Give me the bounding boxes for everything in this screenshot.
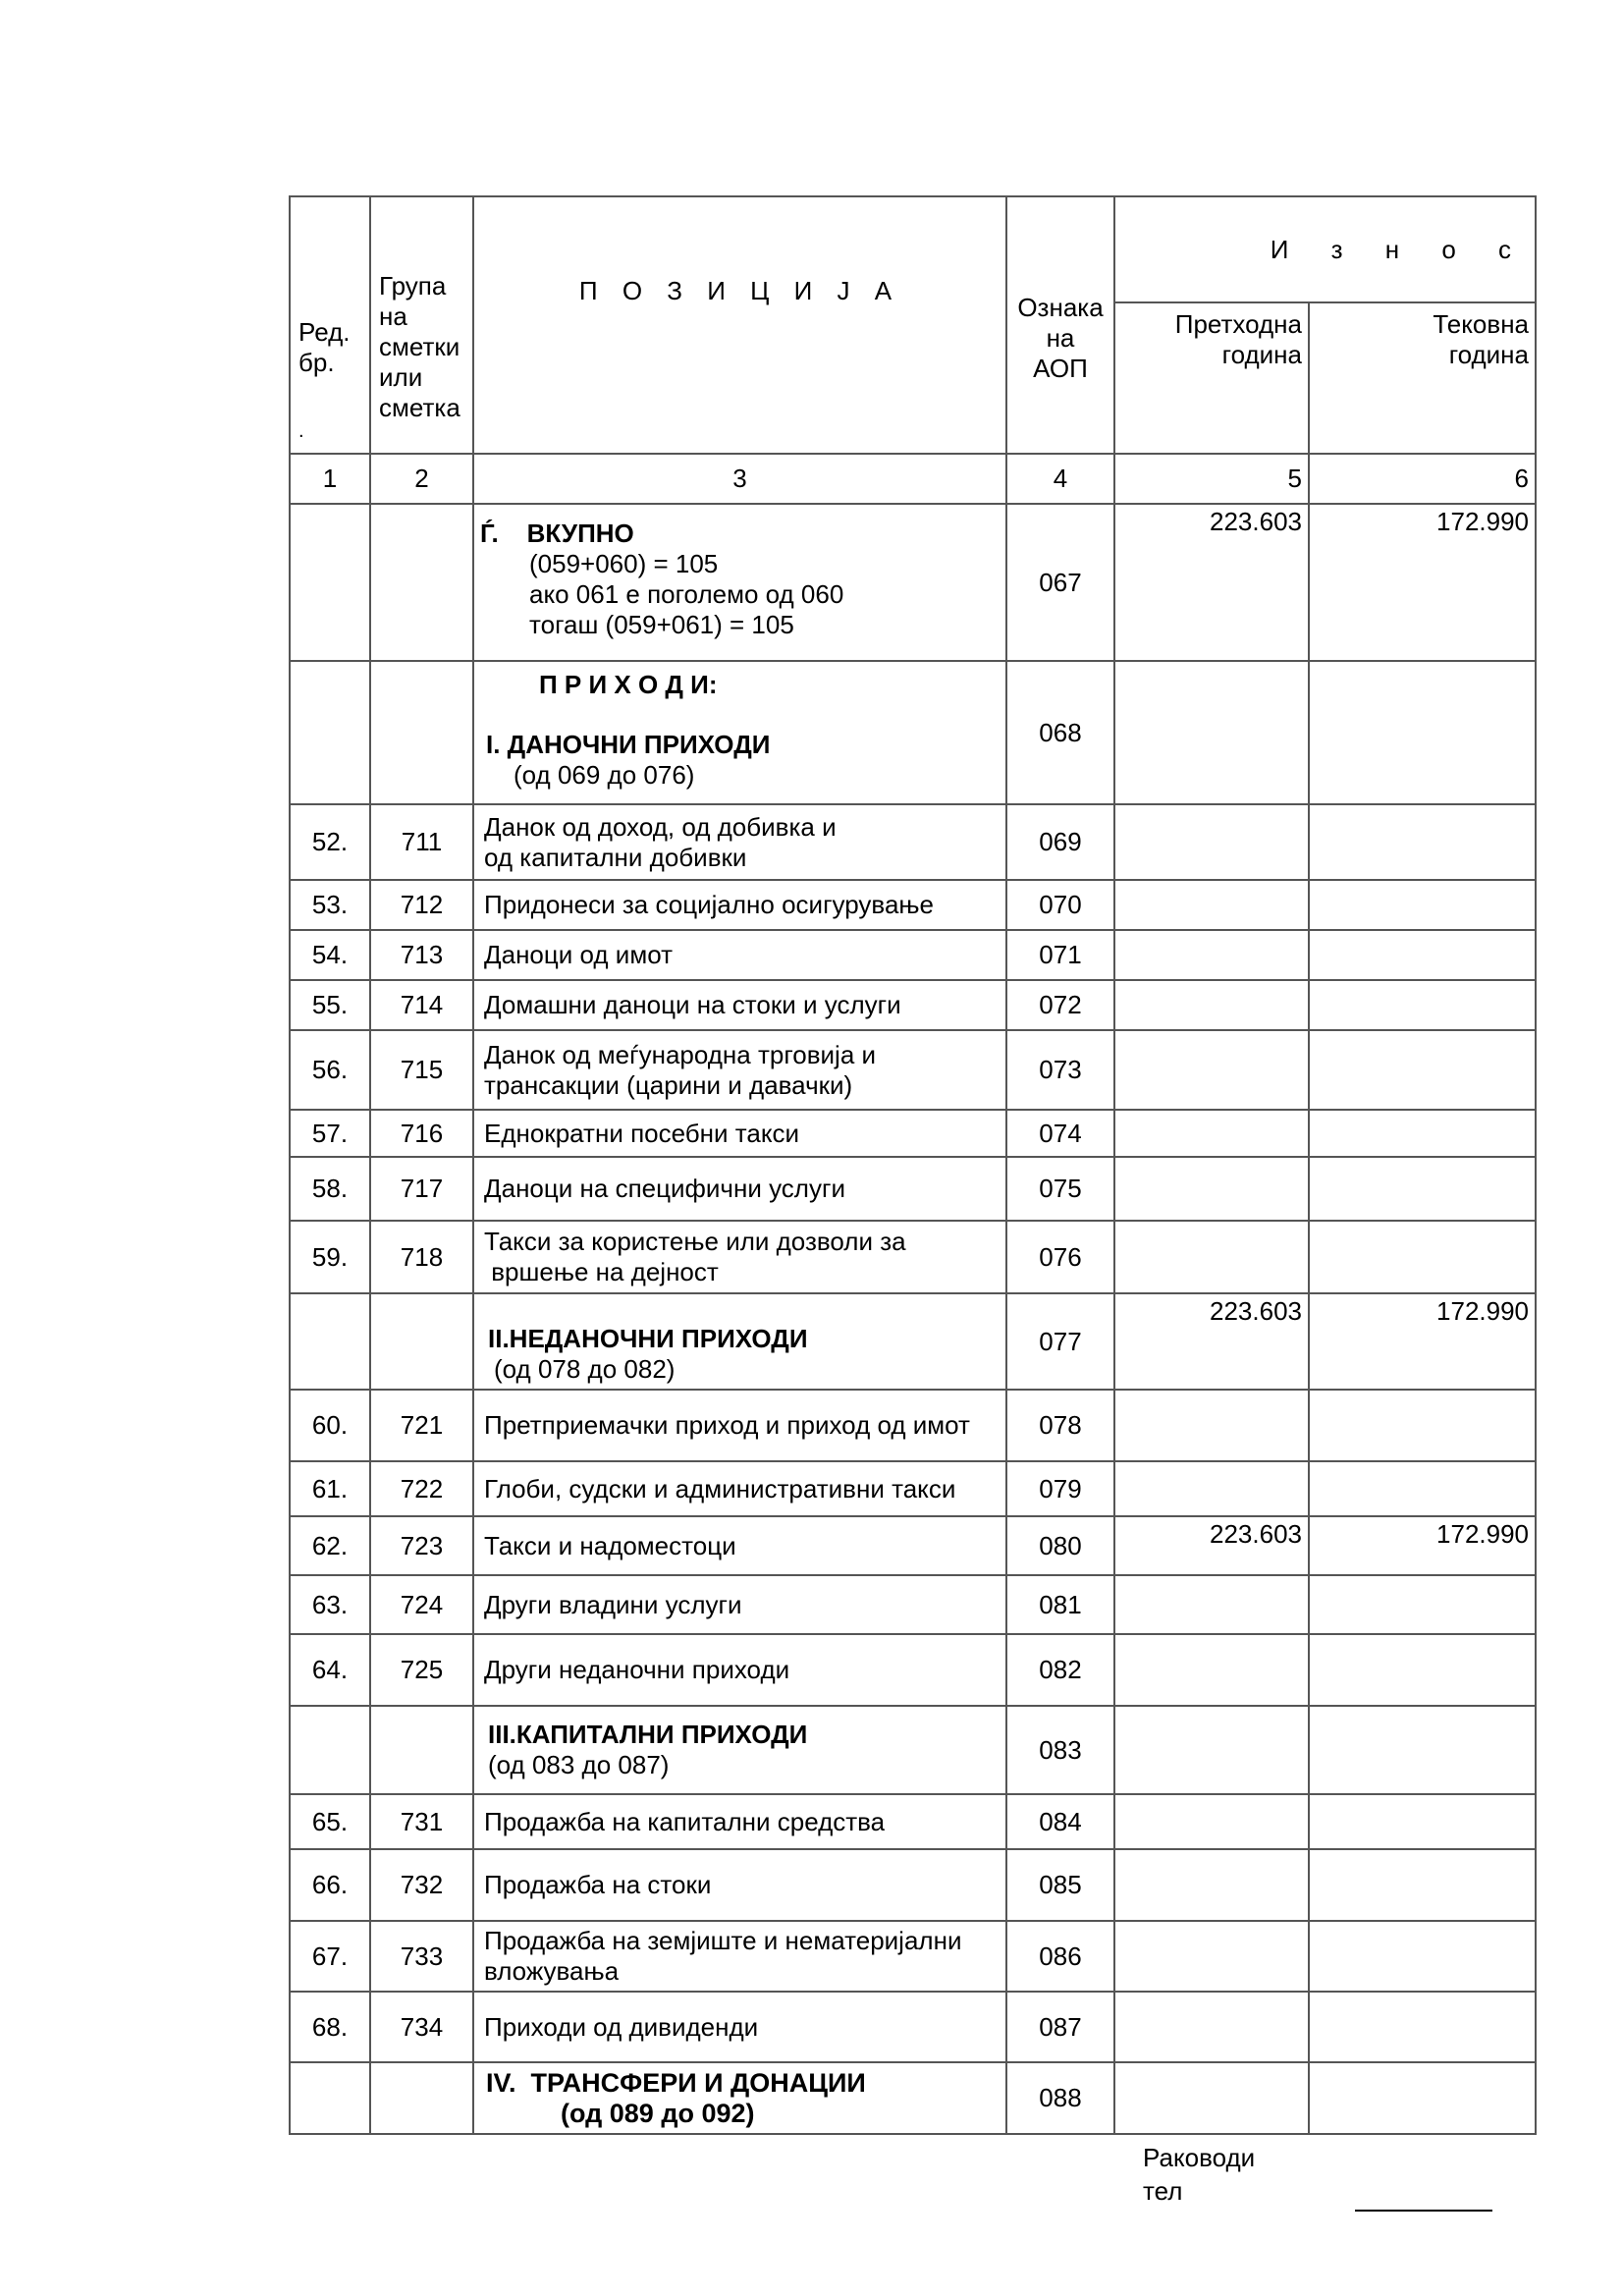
nedanocni-aop: 077 bbox=[1006, 1293, 1114, 1390]
prihodi-row bbox=[290, 661, 1536, 804]
row-grp: 723 bbox=[370, 1516, 473, 1575]
row-grp: 724 bbox=[370, 1575, 473, 1634]
row-rb: 68. bbox=[290, 1992, 370, 2062]
empty-cell bbox=[290, 661, 370, 804]
table-row bbox=[290, 1110, 1536, 1157]
row-pos: Такси и надоместоци bbox=[473, 1516, 1006, 1575]
col-number: 1 bbox=[290, 454, 370, 504]
row-grp: 721 bbox=[370, 1390, 473, 1461]
row-grp: 711 bbox=[370, 804, 473, 880]
header-pozicija: П О З И Ц И Ј А bbox=[473, 196, 1006, 454]
empty-cell bbox=[290, 1706, 370, 1794]
row-aop: 087 bbox=[1006, 1992, 1114, 2062]
row-grp: 725 bbox=[370, 1634, 473, 1706]
row-rb: 62. bbox=[290, 1516, 370, 1575]
row-prev bbox=[1114, 1221, 1309, 1293]
row-prev bbox=[1114, 1110, 1309, 1157]
total-prev: 223.603 bbox=[1114, 504, 1309, 661]
row-curr: 172.990 bbox=[1309, 1516, 1536, 1575]
row-aop: 079 bbox=[1006, 1461, 1114, 1516]
total-line1: (059+060) = 105 bbox=[529, 549, 719, 578]
kapitalni-range: (од 083 до 087) bbox=[488, 1750, 670, 1779]
col-number: 3 bbox=[473, 454, 1006, 504]
row-rb: 60. bbox=[290, 1390, 370, 1461]
table-row bbox=[290, 804, 1536, 880]
row-pos-line: Продажба на земјиште и нематеријални bbox=[484, 1926, 962, 1955]
row-prev bbox=[1114, 1921, 1309, 1992]
row-grp: 716 bbox=[370, 1110, 473, 1157]
row-rb: 63. bbox=[290, 1575, 370, 1634]
row-pos: Продажба на капитални средства bbox=[473, 1794, 1006, 1849]
row-curr bbox=[1309, 1794, 1536, 1849]
nedanocni-prev: 223.603 bbox=[1114, 1293, 1309, 1390]
total-label: Ѓ. ВКУПНО bbox=[480, 519, 634, 548]
total-position bbox=[473, 504, 1006, 661]
row-aop: 085 bbox=[1006, 1849, 1114, 1921]
row-aop: 073 bbox=[1006, 1030, 1114, 1110]
total-curr: 172.990 bbox=[1309, 504, 1536, 661]
row-prev bbox=[1114, 980, 1309, 1030]
row-prev bbox=[1114, 1849, 1309, 1921]
row-prev bbox=[1114, 1634, 1309, 1706]
row-rb: 55. bbox=[290, 980, 370, 1030]
row-grp: 717 bbox=[370, 1157, 473, 1221]
row-aop: 070 bbox=[1006, 880, 1114, 930]
row-aop: 081 bbox=[1006, 1575, 1114, 1634]
row-rb: 52. bbox=[290, 804, 370, 880]
header-aop-text: Ознака на АОП bbox=[1017, 293, 1104, 383]
row-grp: 722 bbox=[370, 1461, 473, 1516]
row-pos bbox=[473, 1030, 1006, 1110]
kapitalni-section: III.КАПИТАЛНИ ПРИХОДИ bbox=[488, 1720, 808, 1749]
row-aop: 076 bbox=[1006, 1221, 1114, 1293]
table-row bbox=[290, 1030, 1536, 1110]
prihodi-aop: 068 bbox=[1006, 661, 1114, 804]
row-curr bbox=[1309, 804, 1536, 880]
nedanocni-range: (од 078 до 082) bbox=[494, 1354, 676, 1384]
danocni-range: (од 069 до 076) bbox=[514, 760, 695, 790]
row-prev bbox=[1114, 880, 1309, 930]
row-prev bbox=[1114, 1030, 1309, 1110]
row-pos-line2: вложувања bbox=[484, 1956, 620, 1986]
total-line2: ако 061 е поголемо од 060 bbox=[529, 579, 844, 609]
table-row bbox=[290, 880, 1536, 930]
row-prev bbox=[1114, 930, 1309, 980]
table-row bbox=[290, 1390, 1536, 1461]
header-iznos: И з н о с bbox=[1114, 196, 1536, 302]
table-row bbox=[290, 1157, 1536, 1221]
row-prev: 223.603 bbox=[1114, 1516, 1309, 1575]
table-row bbox=[290, 1849, 1536, 1921]
row-prev bbox=[1114, 1390, 1309, 1461]
row-pos: Еднократни посебни такси bbox=[473, 1110, 1006, 1157]
row-pos-line2: од капитални добивки bbox=[484, 842, 747, 872]
empty-cell bbox=[1309, 2062, 1536, 2134]
row-curr bbox=[1309, 1110, 1536, 1157]
row-grp: 734 bbox=[370, 1992, 473, 2062]
row-curr bbox=[1309, 1575, 1536, 1634]
header-aop bbox=[1006, 196, 1114, 454]
row-rb: 54. bbox=[290, 930, 370, 980]
row-pos bbox=[473, 1221, 1006, 1293]
empty-cell bbox=[1114, 1706, 1309, 1794]
empty-cell bbox=[290, 1293, 370, 1390]
table-row bbox=[290, 980, 1536, 1030]
row-prev bbox=[1114, 804, 1309, 880]
row-prev bbox=[1114, 1461, 1309, 1516]
header-red-dot: . bbox=[298, 420, 304, 442]
row-pos: Други неданочни приходи bbox=[473, 1634, 1006, 1706]
row-pos-line: Такси за користење или дозволи за bbox=[484, 1227, 906, 1256]
header-red-br bbox=[290, 196, 370, 454]
header-red-br-text: Ред. бр. bbox=[298, 316, 351, 377]
row-pos: Продажба на стоки bbox=[473, 1849, 1006, 1921]
row-curr bbox=[1309, 1030, 1536, 1110]
empty-cell bbox=[370, 1293, 473, 1390]
row-rb: 66. bbox=[290, 1849, 370, 1921]
table-row bbox=[290, 1794, 1536, 1849]
total-row bbox=[290, 504, 1536, 661]
row-aop: 080 bbox=[1006, 1516, 1114, 1575]
row-grp: 713 bbox=[370, 930, 473, 980]
col-number: 6 bbox=[1309, 454, 1536, 504]
row-pos-line2: вршење на дејност bbox=[484, 1257, 719, 1286]
table-row bbox=[290, 1634, 1536, 1706]
row-grp: 733 bbox=[370, 1921, 473, 1992]
table-row bbox=[290, 930, 1536, 980]
row-pos: Приходи од дивиденди bbox=[473, 1992, 1006, 2062]
table-row bbox=[290, 1921, 1536, 1992]
row-pos: Даноци на специфични услуги bbox=[473, 1157, 1006, 1221]
empty-cell bbox=[1114, 661, 1309, 804]
row-curr bbox=[1309, 980, 1536, 1030]
col-number: 4 bbox=[1006, 454, 1114, 504]
table-row bbox=[290, 1516, 1536, 1575]
row-rb: 53. bbox=[290, 880, 370, 930]
row-pos-line: Данок од доход, од добивка и bbox=[484, 811, 837, 842]
empty-cell bbox=[370, 2062, 473, 2134]
transferi-position bbox=[473, 2062, 1006, 2134]
row-grp: 718 bbox=[370, 1221, 473, 1293]
prihodi-position bbox=[473, 661, 1006, 804]
header-grupa-text: Група на сметки или сметка bbox=[379, 271, 460, 422]
empty-cell bbox=[370, 504, 473, 661]
nedanocni-curr: 172.990 bbox=[1309, 1293, 1536, 1390]
row-rb: 67. bbox=[290, 1921, 370, 1992]
row-rb: 58. bbox=[290, 1157, 370, 1221]
row-grp: 732 bbox=[370, 1849, 473, 1921]
header-grupa bbox=[370, 196, 473, 454]
table-row bbox=[290, 1461, 1536, 1516]
row-aop: 071 bbox=[1006, 930, 1114, 980]
empty-cell bbox=[370, 1706, 473, 1794]
nedanocni-row bbox=[290, 1293, 1536, 1390]
row-aop: 072 bbox=[1006, 980, 1114, 1030]
row-aop: 084 bbox=[1006, 1794, 1114, 1849]
col-number: 2 bbox=[370, 454, 473, 504]
empty-cell bbox=[370, 661, 473, 804]
income-table bbox=[289, 195, 1537, 2135]
row-rb: 57. bbox=[290, 1110, 370, 1157]
row-pos bbox=[473, 804, 1006, 880]
row-grp: 731 bbox=[370, 1794, 473, 1849]
row-aop: 075 bbox=[1006, 1157, 1114, 1221]
row-rb: 61. bbox=[290, 1461, 370, 1516]
row-pos: Претприемачки приход и приход од имот bbox=[473, 1390, 1006, 1461]
row-aop: 074 bbox=[1006, 1110, 1114, 1157]
row-aop: 082 bbox=[1006, 1634, 1114, 1706]
kapitalni-row bbox=[290, 1706, 1536, 1794]
row-grp: 712 bbox=[370, 880, 473, 930]
row-grp: 715 bbox=[370, 1030, 473, 1110]
header-tekovna-text: Тековна година bbox=[1433, 309, 1530, 369]
table-row bbox=[290, 1221, 1536, 1293]
danocni-section: I. ДАНОЧНИ ПРИХОДИ bbox=[486, 730, 771, 759]
prihodi-title: П Р И Х О Д И: bbox=[539, 670, 718, 699]
kapitalni-aop: 083 bbox=[1006, 1706, 1114, 1794]
signature-label-line2: тел bbox=[1143, 2176, 1183, 2206]
signature-label-line1: Раководи bbox=[1143, 2143, 1256, 2172]
header-prethodna-text: Претходна година bbox=[1174, 309, 1302, 369]
total-aop: 067 bbox=[1006, 504, 1114, 661]
header-tekovna bbox=[1309, 302, 1536, 454]
empty-cell bbox=[1309, 661, 1536, 804]
nedanocni-position bbox=[473, 1293, 1006, 1390]
signature-block bbox=[1143, 2141, 1255, 2208]
column-number-row bbox=[290, 454, 1536, 504]
row-pos-line2: трансакции (царини и давачки) bbox=[484, 1069, 853, 1100]
row-curr bbox=[1309, 1849, 1536, 1921]
row-aop: 078 bbox=[1006, 1390, 1114, 1461]
empty-cell bbox=[290, 2062, 370, 2134]
kapitalni-position bbox=[473, 1706, 1006, 1794]
row-prev bbox=[1114, 1157, 1309, 1221]
table-row bbox=[290, 1992, 1536, 2062]
signature-line bbox=[1355, 2210, 1492, 2212]
row-curr bbox=[1309, 1157, 1536, 1221]
row-curr bbox=[1309, 1992, 1536, 2062]
row-rb: 64. bbox=[290, 1634, 370, 1706]
row-pos: Домашни даноци на стоки и услуги bbox=[473, 980, 1006, 1030]
row-pos: Даноци од имот bbox=[473, 930, 1006, 980]
transferi-row bbox=[290, 2062, 1536, 2134]
empty-cell bbox=[290, 504, 370, 661]
row-aop: 086 bbox=[1006, 1921, 1114, 1992]
row-grp: 714 bbox=[370, 980, 473, 1030]
row-curr bbox=[1309, 1634, 1536, 1706]
row-pos: Придонеси за социјално осигурување bbox=[473, 880, 1006, 930]
table-row bbox=[290, 1575, 1536, 1634]
empty-cell bbox=[1114, 2062, 1309, 2134]
transferi-range: (од 089 до 092) bbox=[561, 2098, 755, 2128]
row-pos: Глоби, судски и административни такси bbox=[473, 1461, 1006, 1516]
row-curr bbox=[1309, 1390, 1536, 1461]
row-curr bbox=[1309, 1921, 1536, 1992]
row-rb: 59. bbox=[290, 1221, 370, 1293]
header-prethodna bbox=[1114, 302, 1309, 454]
row-curr bbox=[1309, 880, 1536, 930]
row-prev bbox=[1114, 1992, 1309, 2062]
total-line3: тогаш (059+061) = 105 bbox=[529, 610, 794, 639]
row-pos: Други владини услуги bbox=[473, 1575, 1006, 1634]
row-curr bbox=[1309, 1461, 1536, 1516]
transferi-aop: 088 bbox=[1006, 2062, 1114, 2134]
row-aop: 069 bbox=[1006, 804, 1114, 880]
col-number: 5 bbox=[1114, 454, 1309, 504]
header-row bbox=[290, 196, 1536, 302]
row-curr bbox=[1309, 1221, 1536, 1293]
row-rb: 56. bbox=[290, 1030, 370, 1110]
empty-cell bbox=[1309, 1706, 1536, 1794]
row-pos-line: Данок од меѓународна трговија и bbox=[484, 1039, 877, 1069]
row-pos bbox=[473, 1921, 1006, 1992]
row-curr bbox=[1309, 930, 1536, 980]
row-rb: 65. bbox=[290, 1794, 370, 1849]
transferi-section: IV. ТРАНСФЕРИ И ДОНАЦИИ bbox=[486, 2067, 866, 2098]
row-prev bbox=[1114, 1794, 1309, 1849]
nedanocni-section: II.НЕДАНОЧНИ ПРИХОДИ bbox=[488, 1324, 808, 1353]
row-prev bbox=[1114, 1575, 1309, 1634]
